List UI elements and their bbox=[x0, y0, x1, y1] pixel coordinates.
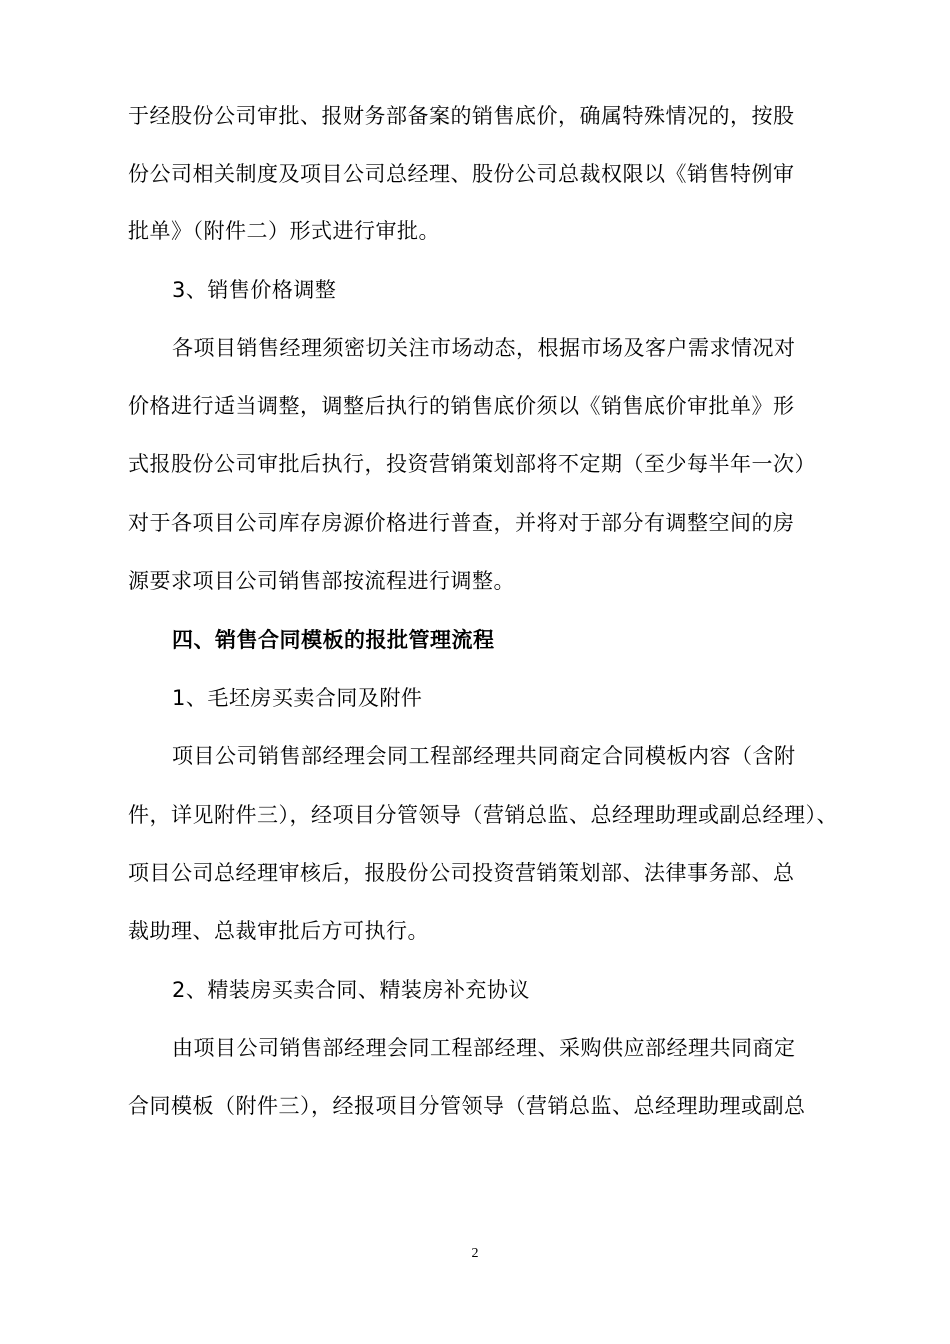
paragraph-line: 项目公司总经理审核后，报股份公司投资营销策划部、法律事务部、总 bbox=[128, 861, 795, 885]
chapter-heading: 四、销售合同模板的报批管理流程 bbox=[172, 628, 495, 652]
section-heading: 3、销售价格调整 bbox=[172, 278, 337, 302]
paragraph-line: 份公司相关制度及项目公司总经理、股份公司总裁权限以《销售特例审 bbox=[128, 162, 795, 186]
paragraph-line: 式报股份公司审批后执行，投资营销策划部将不定期（至少每半年一次） bbox=[128, 452, 816, 476]
paragraph-line: 各项目销售经理须密切关注市场动态，根据市场及客户需求情况对 bbox=[172, 336, 796, 360]
paragraph-line: 项目公司销售部经理会同工程部经理共同商定合同模板内容（含附 bbox=[172, 744, 796, 768]
paragraph-line: 合同模板（附件三），经报项目分管领导（营销总监、总经理助理或副总 bbox=[128, 1094, 806, 1118]
section-heading: 1、毛坯房买卖合同及附件 bbox=[172, 686, 423, 710]
paragraph-line: 价格进行适当调整，调整后执行的销售底价须以《销售底价审批单》形 bbox=[128, 394, 795, 418]
page-number: 2 bbox=[471, 1246, 479, 1261]
paragraph-line: 源要求项目公司销售部按流程进行调整。 bbox=[128, 569, 515, 593]
paragraph-line: 裁助理、总裁审批后方可执行。 bbox=[128, 919, 429, 943]
section-heading: 2、精装房买卖合同、精装房补充协议 bbox=[172, 978, 530, 1002]
paragraph-line: 件，详见附件三），经项目分管领导（营销总监、总经理助理或副总经理）、 bbox=[128, 803, 838, 827]
paragraph-line: 由项目公司销售部经理会同工程部经理、采购供应部经理共同商定 bbox=[172, 1036, 796, 1060]
paragraph-line: 对于各项目公司库存房源价格进行普查，并将对于部分有调整空间的房 bbox=[128, 511, 795, 535]
paragraph-line: 于经股份公司审批、报财务部备案的销售底价，确属特殊情况的，按股 bbox=[128, 104, 795, 128]
paragraph-line: 批单》（附件二）形式进行审批。 bbox=[128, 219, 440, 243]
